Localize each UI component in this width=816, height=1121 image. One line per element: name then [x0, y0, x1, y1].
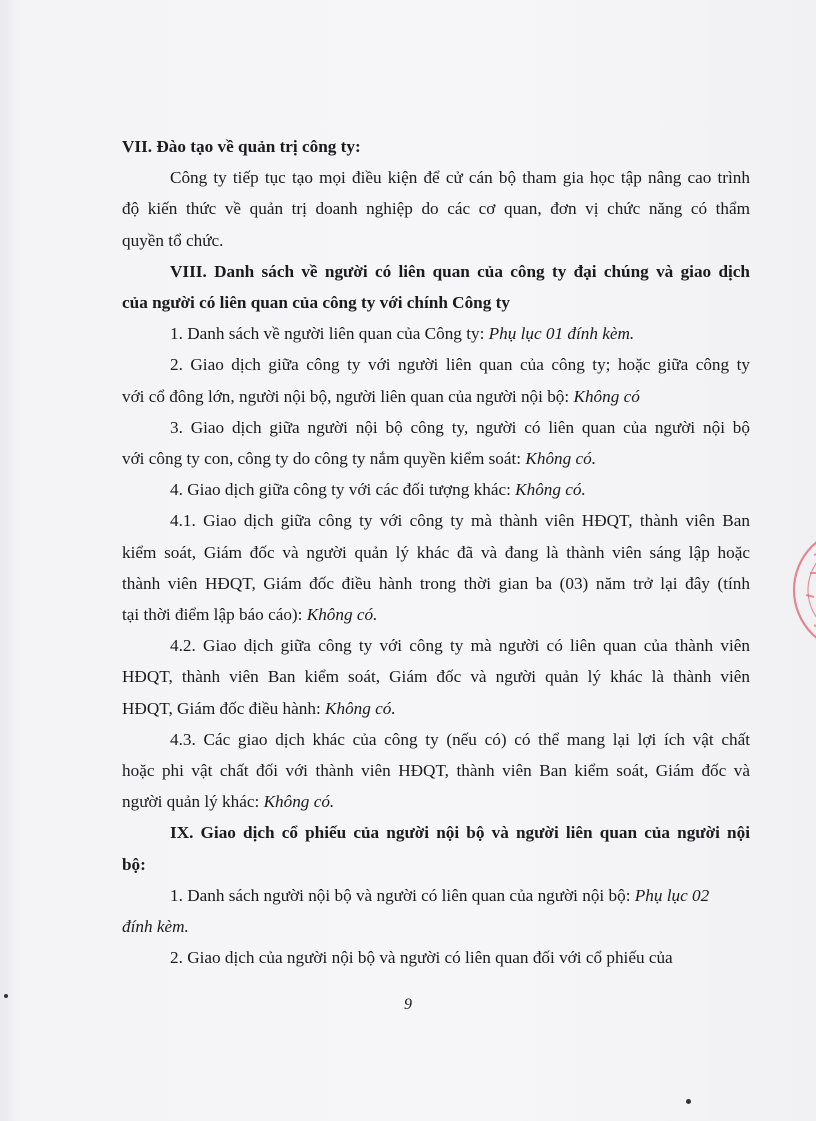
viii-item-4-2-text: HĐQT, Giám đốc điều hành:: [122, 698, 326, 718]
viii-item-4-text: 4. Giao dịch giữa công ty với các đối tượng khác:: [170, 480, 516, 500]
viii-item-4-1-line-3: thành viên HĐQT, Giám đốc điều hành trong thời gian ba (03) năm trở lại đây (tính: [122, 573, 750, 593]
viii-item-1-value: Phụ lục 01 đính kèm.: [488, 324, 635, 344]
viii-item-4-1-line-2: kiểm soát, Giám đốc và người quản lý khác đã và đang là thành viên sáng lập hoặc: [122, 542, 750, 562]
viii-item-4-3-value: Không có.: [263, 792, 335, 812]
viii-item-4-value: Không có.: [515, 480, 586, 500]
section-ix-heading-line-1: IX. Giao dịch cổ phiếu của người nội bộ và người liên quan của người nội: [170, 823, 750, 843]
viii-item-4-2-line-3: [122, 693, 750, 724]
viii-item-4: [170, 474, 750, 505]
viii-item-2-line-2: [122, 381, 750, 412]
ix-item-1-text: 1. Danh sách người nội bộ và người có liên quan của người nội bộ:: [170, 885, 635, 905]
section-vii-line-3: quyền tổ chức.: [122, 230, 224, 250]
stamp-outer-ring: [794, 528, 816, 652]
viii-item-4-2-line-1: 4.2. Giao dịch giữa công ty với công ty mà người có liên quan của thành viên: [170, 636, 750, 656]
section-vii-heading: VII. Đào tạo về quản trị công ty:: [122, 137, 361, 156]
section-vii-line-1: Công ty tiếp tục tạo mọi điều kiện để cử cán bộ tham gia học tập nâng cao trình: [170, 168, 750, 188]
viii-item-2-line-1: 2. Giao dịch giữa công ty với người liên quan của công ty; hoặc giữa công ty: [170, 355, 750, 375]
viii-item-4-3-line-1: 4.3. Các giao dịch khác của công ty (nếu có) có thể mang lại lợi ích vật chất: [170, 729, 750, 749]
viii-item-3-value: Không có.: [525, 449, 597, 469]
viii-item-4-3-line-3: [122, 786, 750, 817]
scan-speck-bottom: [686, 1099, 691, 1104]
viii-item-4-3-text: người quản lý khác:: [122, 792, 264, 812]
page-body: [122, 131, 750, 973]
viii-item-4-1-value: Không có.: [306, 605, 378, 625]
viii-item-3-line-1: 3. Giao dịch giữa người nội bộ công ty, người có liên quan của người nội bộ: [170, 417, 750, 437]
viii-item-4-1-line-1: 4.1. Giao dịch giữa công ty với công ty mà thành viên HĐQT, thành viên Ban: [170, 511, 750, 531]
viii-item-4-2-line-2: HĐQT, thành viên Ban kiểm soát, Giám đốc và người quản lý khác là thành viên: [122, 667, 750, 687]
ix-item-2: 2. Giao dịch của người nội bộ và người có liên quan đối với cổ phiếu của: [170, 948, 673, 968]
scan-speck-left: [4, 994, 8, 998]
stamp-inner-ring: [808, 542, 816, 638]
ix-item-1-value-a: Phụ lục 02: [634, 885, 710, 905]
ix-item-1-value-b: đính kèm.: [122, 917, 189, 937]
viii-item-3-line-2: [122, 443, 750, 474]
viii-item-2-text: với cổ đông lớn, người nội bộ, người liên quan của người nội bộ:: [122, 386, 574, 406]
viii-item-1-text: 1. Danh sách về người liên quan của Công ty:: [170, 324, 489, 344]
ix-item-1-line-1: [170, 880, 750, 911]
section-vii-line-2: độ kiến thức về quản trị doanh nghiệp do các cơ quan, đơn vị chức năng có thẩm: [122, 199, 750, 219]
company-seal-stamp: [784, 515, 816, 665]
viii-item-1: [170, 318, 750, 349]
viii-item-4-2-value: Không có.: [325, 698, 396, 718]
viii-item-4-1-text: tại thời điểm lập báo cáo):: [122, 605, 307, 625]
section-ix-heading-line-2: bộ:: [122, 854, 146, 874]
viii-item-2-value: Không có: [573, 386, 640, 406]
page-number: 9: [404, 996, 412, 1013]
section-viii-heading-line-2: của người có liên quan của công ty với chính Công ty: [122, 293, 510, 313]
viii-item-3-text: với công ty con, công ty do công ty nắm quyền kiểm soát:: [122, 449, 526, 469]
section-viii-heading-line-1: VIII. Danh sách về người có liên quan của công ty đại chúng và giao dịch: [170, 261, 750, 281]
viii-item-4-1-line-4: [122, 599, 750, 630]
viii-item-4-3-line-2: hoặc phi vật chất đối với thành viên HĐQT, thành viên Ban kiểm soát, Giám đốc và: [122, 761, 750, 781]
